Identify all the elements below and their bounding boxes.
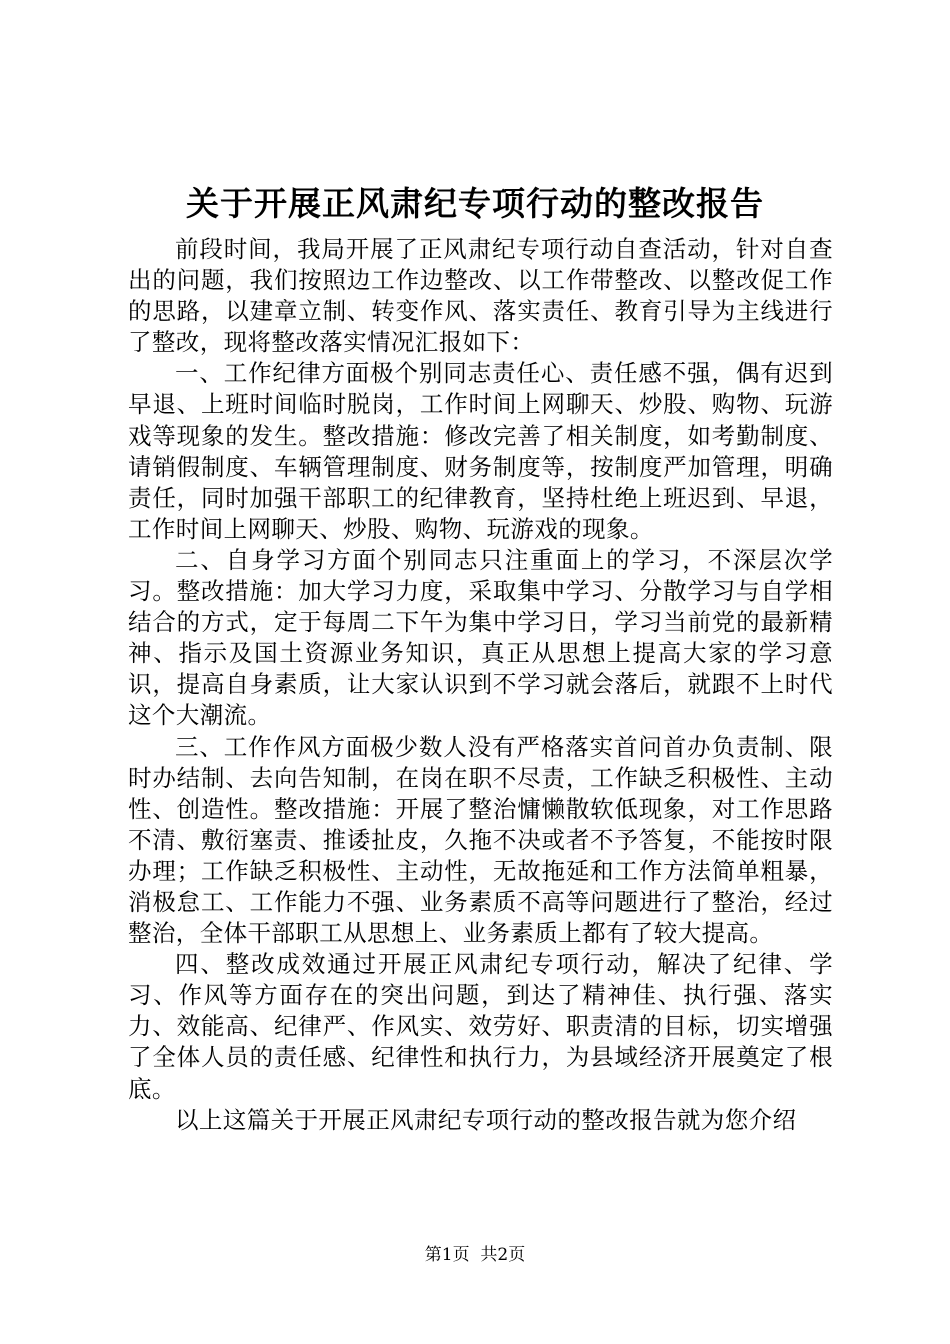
page-title: 关于开展正风肃纪专项行动的整改报告 <box>186 184 764 223</box>
paragraph-self-study: 二、自身学习方面个别同志只注重面上的学习，不深层次学习。整改措施：加大学习力度，采取集中学习、分散学习与自学相结合的方式，定于每周二下午为集中学习日，学习当前党的最新精神、指示及国土资源业务知识，真正从思想上提高大家的学习意识，提高自身素质，让大家认识到不学习就会落后，就跟不上时代这个大潮流。 <box>128 545 833 730</box>
paragraph-work-discipline: 一、工作纪律方面极个别同志责任心、责任感不强，偶有迟到早退、上班时间临时脱岗，工作时间上网聊天、炒股、购物、玩游戏等现象的发生。整改措施：修改完善了相关制度，如考勤制度、请销假制度、车辆管理制度、财务制度等，按制度严加管理，明确责任，同时加强干部职工的纪律教育，坚持杜绝上班迟到、早退，工作时间上网聊天、炒股、购物、玩游戏的现象。 <box>128 359 833 543</box>
paragraph-intro: 前段时间，我局开展了正风肃纪专项行动自查活动，针对自查出的问题，我们按照边工作边整改、以工作带整改、以整改促工作的思路，以建章立制、转变作风、落实责任、教育引导为主线进行了整改，现将整改落实情况汇报如下： <box>128 235 833 357</box>
page-number-footer: 第1页 共2页 <box>424 1245 526 1265</box>
document-body <box>128 234 833 1136</box>
paragraph-closing: 以上这篇关于开展正风肃纪专项行动的整改报告就为您介绍 <box>175 1105 797 1134</box>
paragraph-rectification-results: 四、整改成效通过开展正风肃纪专项行动，解决了纪律、学习、作风等方面存在的突出问题，到达了精神佳、执行强、落实力、效能高、纪律严、作风实、效劳好、职责清的目标，切实增强了全体人员的责任感、纪律性和执行力，为县域经济开展奠定了根底。 <box>128 950 833 1103</box>
paragraph-work-style: 三、工作作风方面极少数人没有严格落实首问首办负责制、限时办结制、去向告知制，在岗在职不尽责，工作缺乏积极性、主动性、创造性。整改措施：开展了整治慵懒散软低现象，对工作思路不清、敷衍塞责、推诿扯皮，久拖不决或者不予答复，不能按时限办理；工作缺乏积极性、主动性，无故拖延和工作方法简单粗暴，消极怠工、工作能力不强、业务素质不高等问题进行了整治，经过整治，全体干部职工从思想上、业务素质上都有了较大提高。 <box>128 732 833 948</box>
